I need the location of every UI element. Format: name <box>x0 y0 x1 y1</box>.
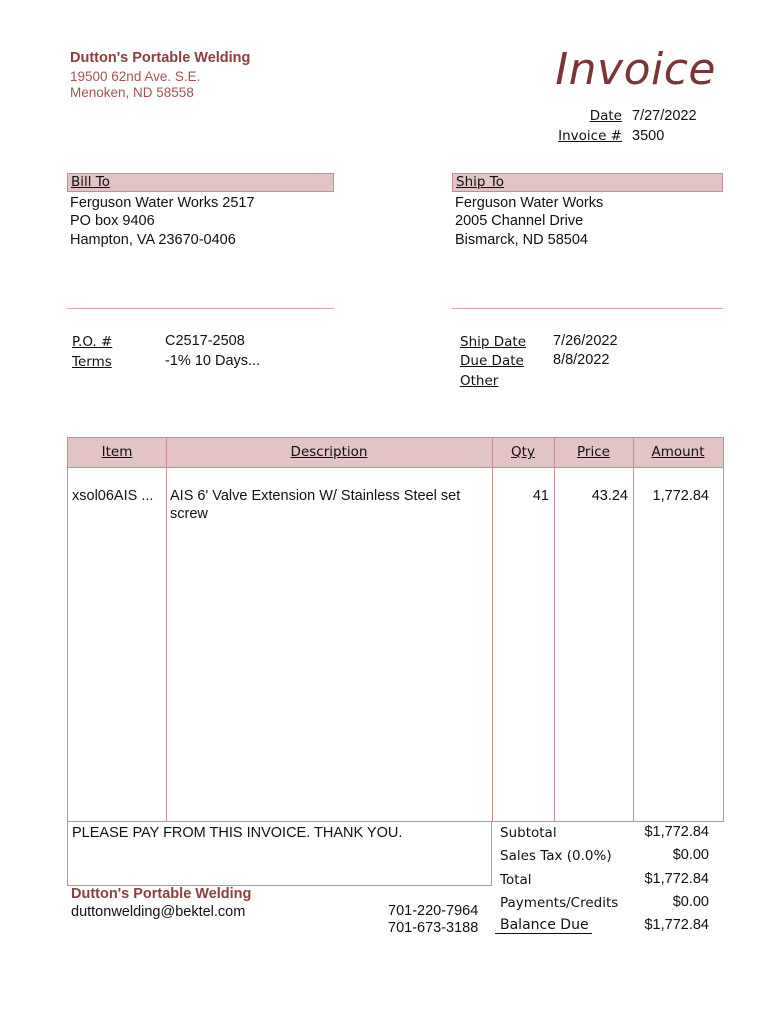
column-header-price: Price <box>577 444 610 460</box>
column-header-description: Description <box>290 444 368 460</box>
terms-value: -1% 10 Days... <box>165 353 261 369</box>
cell-description: AIS 6' Valve Extension W/ Stainless Steel set screw <box>170 488 461 522</box>
date-label: Date <box>589 108 622 124</box>
company-address-line1: 19500 62nd Ave. S.E. <box>70 69 201 84</box>
subtotal-value: $1,772.84 <box>644 824 709 840</box>
cell-price: 43.24 <box>591 488 628 504</box>
footer-email: duttonwelding@bektel.com <box>71 904 246 920</box>
invoice-number-label: Invoice # <box>558 128 622 144</box>
bill-to-line: Hampton, VA 23670-0406 <box>70 232 236 248</box>
ship-to-line: 2005 Channel Drive <box>455 213 584 229</box>
balance-due-label: Balance Due <box>495 917 592 934</box>
payment-note-box <box>67 822 492 886</box>
invoice-number-value: 3500 <box>632 128 665 144</box>
cell-qty: 41 <box>532 488 549 504</box>
other-label: Other <box>460 373 499 389</box>
total-value: $1,772.84 <box>644 871 709 887</box>
ship-to-divider <box>452 308 723 309</box>
ship-date-label: Ship Date <box>460 334 527 350</box>
payments-credits-label: Payments/Credits <box>500 895 619 911</box>
total-label: Total <box>500 872 532 888</box>
ship-to-header: Ship To <box>452 173 723 192</box>
cell-amount: 1,772.84 <box>652 488 709 504</box>
footer-phone-1: 701-220-7964 <box>388 903 479 919</box>
bill-to-divider <box>67 308 334 309</box>
column-header-amount: Amount <box>651 444 705 460</box>
payment-note: PLEASE PAY FROM THIS INVOICE. THANK YOU. <box>72 825 403 841</box>
invoice-title: Invoice <box>555 44 716 95</box>
column-header-qty: Qty <box>511 444 535 460</box>
due-date-label: Due Date <box>460 353 524 369</box>
ship-date-value: 7/26/2022 <box>553 333 618 349</box>
sales-tax-value: $0.00 <box>672 847 709 863</box>
cell-item: xsol06AIS ... <box>72 488 154 504</box>
footer-company-name: Dutton's Portable Welding <box>71 886 252 902</box>
bill-to-line: PO box 9406 <box>70 213 155 229</box>
sales-tax-label: Sales Tax (0.0%) <box>500 848 612 864</box>
po-value: C2517-2508 <box>165 333 245 349</box>
bill-to-line: Ferguson Water Works 2517 <box>70 195 255 211</box>
payments-credits-value: $0.00 <box>672 894 709 910</box>
po-label: P.O. # <box>72 334 113 350</box>
bill-to-header: Bill To <box>67 173 334 192</box>
ship-to-line: Ferguson Water Works <box>455 195 604 211</box>
subtotal-label: Subtotal <box>500 825 557 841</box>
date-value: 7/27/2022 <box>632 108 697 124</box>
column-divider <box>166 438 167 821</box>
due-date-value: 8/8/2022 <box>553 352 610 368</box>
ship-to-line: Bismarck, ND 58504 <box>455 232 588 248</box>
balance-due-value: $1,772.84 <box>644 917 709 933</box>
column-header-item: Item <box>101 444 133 460</box>
footer-phone-2: 701-673-3188 <box>388 920 479 936</box>
terms-label: Terms <box>72 354 112 370</box>
company-name: Dutton's Portable Welding <box>70 50 251 66</box>
line-items-table <box>67 437 724 822</box>
company-address-line2: Menoken, ND 58558 <box>70 85 194 100</box>
